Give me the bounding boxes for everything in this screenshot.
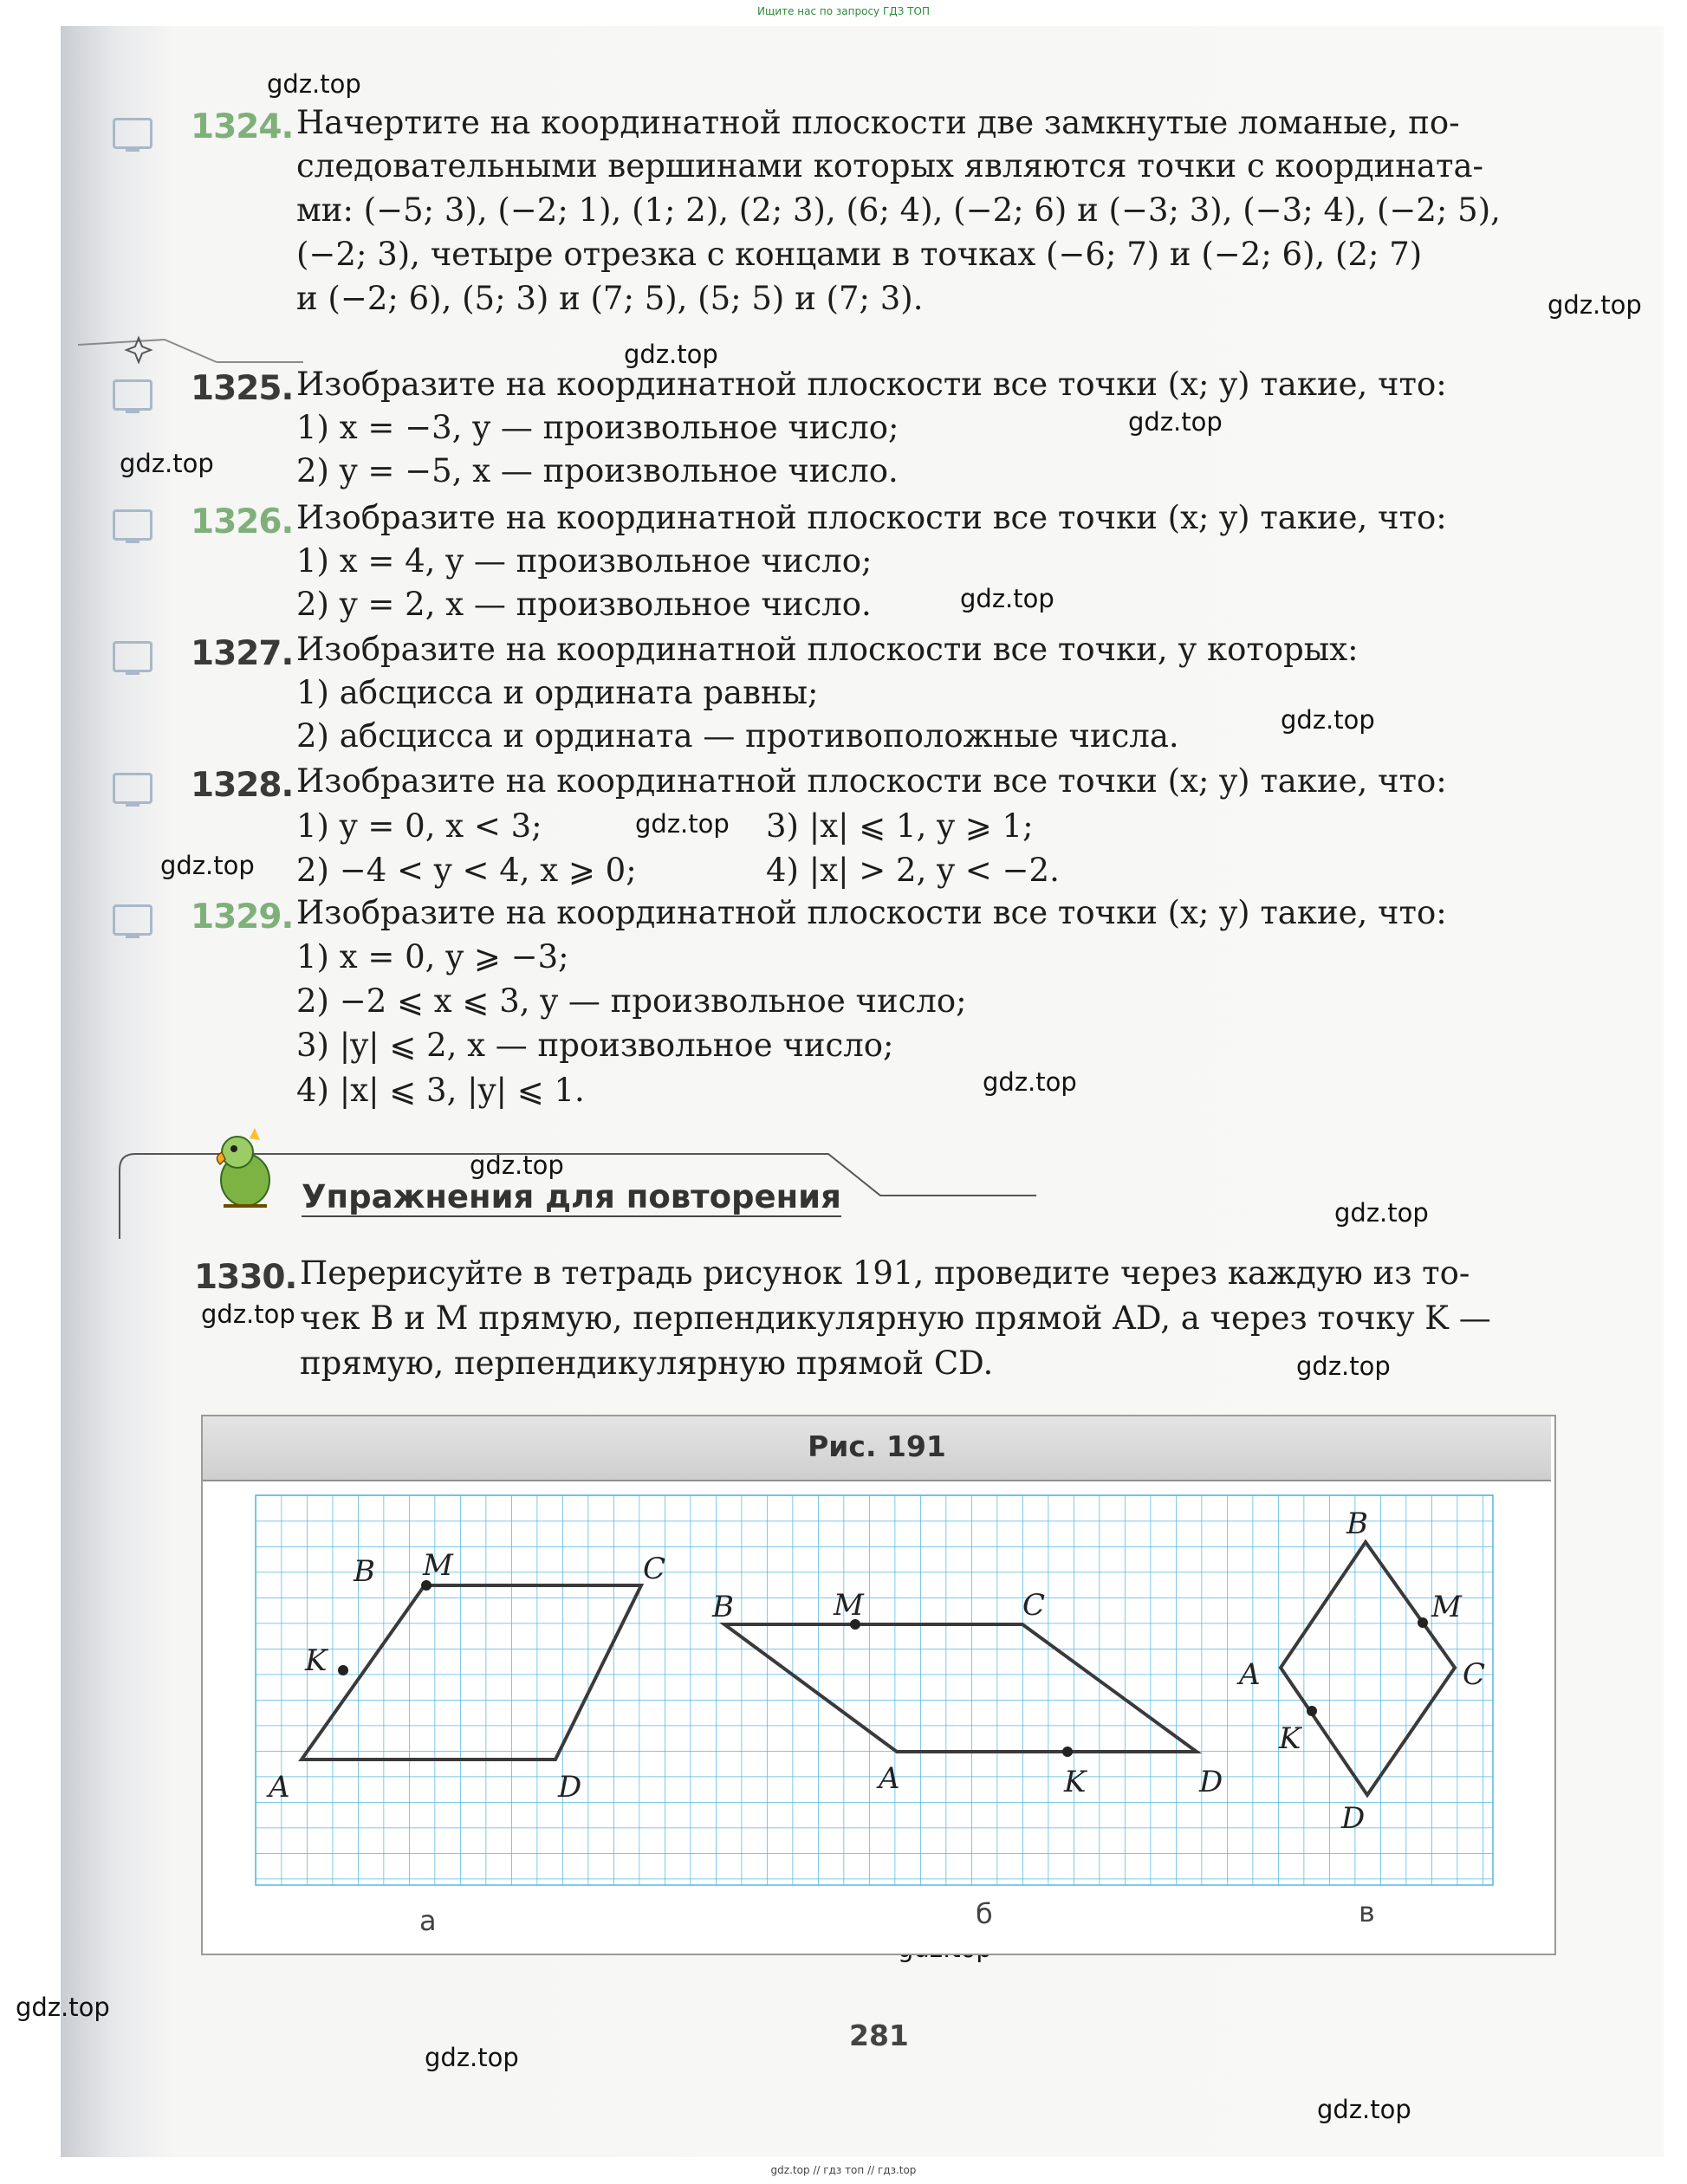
label-a: A	[269, 1770, 290, 1805]
label-c: C	[1022, 1588, 1046, 1623]
exercise-text-line: (−2; 3), четыре отрезка с концами в точках (−6; 7) и (−2; 6), (2; 7)	[296, 236, 1423, 273]
watermark: gdz.top	[635, 809, 730, 839]
point-k	[1307, 1706, 1317, 1716]
watermark: gdz.top	[624, 340, 718, 369]
watermark: gdz.top	[1334, 1198, 1429, 1228]
exercise-text-line: 3) |x| ⩽ 1, y ⩾ 1;	[766, 807, 1034, 845]
watermark: gdz.top	[201, 1299, 295, 1329]
point-m	[1418, 1617, 1428, 1628]
page-number: 281	[849, 2019, 909, 2052]
exercise-text-line: Изобразите на координатной плоскости все точки (x; y) такие, что:	[296, 366, 1447, 403]
watermark: gdz.top	[960, 584, 1054, 613]
watermark: gdz.top	[1296, 1351, 1391, 1381]
label-k: K	[1279, 1721, 1301, 1756]
exercise-number: 1325.	[191, 369, 294, 408]
exercise-number: 1329.	[191, 898, 294, 936]
exercise-text-line: ми: (−5; 3), (−2; 1), (1; 2), (2; 3), (6; 4), (−2; 6) и (−3; 3), (−3; 4), (−2; 5),	[296, 191, 1501, 229]
exercise-number: 1328.	[191, 766, 294, 805]
label-b: B	[354, 1554, 375, 1589]
exercise-number: 1330.	[194, 1258, 297, 1297]
exercise-text-line: прямую, перпендикулярную прямой CD.	[300, 1345, 994, 1382]
watermark: gdz.top	[1128, 407, 1223, 437]
exercise-text-line: и (−2; 6), (5; 3) и (7; 5), (5; 5) и (7; 3).	[296, 280, 924, 317]
label-m: M	[1431, 1590, 1462, 1624]
exercise-text-line: чек B и M прямую, перпендикулярную прямой AD, а через точку K —	[300, 1299, 1491, 1337]
point-k	[1062, 1747, 1073, 1757]
exercise-text-line: 1) абсцисса и ордината равны;	[296, 674, 819, 711]
label-d: D	[558, 1770, 582, 1805]
label-a: A	[879, 1761, 900, 1796]
label-c: C	[643, 1552, 666, 1586]
top-note: Ищите нас по запросу ГДЗ ТОП	[757, 5, 930, 17]
exercise-text-line: Изобразите на координатной плоскости все точки (x; y) такие, что:	[296, 762, 1447, 800]
watermark: gdz.top	[267, 69, 361, 99]
exercise-text-line: 2) −4 < y < 4, x ⩾ 0;	[296, 852, 637, 889]
exercise-text-line: Изобразите на координатной плоскости все точки, у которых:	[296, 631, 1359, 668]
label-m: M	[834, 1588, 864, 1623]
watermark: gdz.top	[983, 1067, 1077, 1097]
exercise-text-line: 4) |x| > 2, y < −2.	[766, 852, 1060, 889]
label-b: B	[712, 1590, 734, 1624]
exercise-text-line: 2) y = −5, x — произвольное число.	[296, 452, 899, 489]
point-k	[338, 1665, 348, 1675]
watermark: gdz.top	[1317, 2095, 1411, 2124]
sublabel-a: а	[419, 1904, 437, 1937]
exercise-text-line: 4) |x| ⩽ 3, |y| ⩽ 1.	[296, 1072, 585, 1109]
exercise-text-line: Начертите на координатной плоскости две замкнутые ломаные, по-	[296, 104, 1460, 141]
label-b: B	[1346, 1507, 1368, 1541]
exercise-text-line: 2) y = 2, x — произвольное число.	[296, 586, 872, 623]
figure-title: Рис. 191	[808, 1429, 946, 1463]
exercise-text-line: 2) −2 ⩽ x ⩽ 3, y — произвольное число;	[296, 982, 967, 1020]
label-a: A	[1239, 1657, 1261, 1692]
sublabel-b: б	[976, 1897, 993, 1930]
exercise-text-line: 1) x = −3, y — произвольное число;	[296, 409, 899, 446]
exercise-text-line: 2) абсцисса и ордината — противоположные числа.	[296, 717, 1179, 755]
watermark: gdz.top	[16, 1993, 110, 2022]
exercise-text-line: 3) |y| ⩽ 2, x — произвольное число;	[296, 1027, 894, 1064]
label-c: C	[1463, 1657, 1486, 1692]
exercise-number: 1327.	[191, 634, 294, 673]
label-d: D	[1341, 1801, 1366, 1836]
exercise-number: 1324.	[191, 107, 294, 146]
exercise-text-line: 1) x = 4, y — произвольное число;	[296, 542, 873, 580]
label-m: M	[423, 1548, 453, 1583]
exercise-text-line: Изобразите на координатной плоскости все точки (x; y) такие, что:	[296, 894, 1447, 931]
exercise-number: 1326.	[191, 502, 294, 541]
label-k: K	[1064, 1765, 1087, 1799]
exercise-text-line: 1) x = 0, y ⩾ −3;	[296, 938, 569, 975]
exercise-text-line: Перерисуйте в тетрадь рисунок 191, проведите через каждую из то-	[300, 1254, 1470, 1292]
label-d: D	[1199, 1765, 1223, 1799]
watermark: gdz.top	[120, 449, 214, 478]
sublabel-c: в	[1359, 1896, 1375, 1928]
watermark: gdz.top	[470, 1150, 564, 1180]
watermark: gdz.top	[1281, 705, 1375, 735]
section-title: Упражнения для повторения	[302, 1178, 841, 1215]
watermark: gdz.top	[425, 2043, 519, 2072]
watermark: gdz.top	[160, 851, 255, 880]
bottom-note: gdz.top // гдз топ // гдз.top	[770, 2164, 917, 2176]
label-k: K	[305, 1643, 328, 1678]
exercise-text-line: 1) y = 0, x < 3;	[296, 807, 542, 845]
watermark: gdz.top	[1547, 290, 1642, 320]
exercise-text-line: следовательными вершинами которых являются точки с координата-	[296, 147, 1484, 185]
exercise-text-line: Изобразите на координатной плоскости все точки (x; y) такие, что:	[296, 499, 1447, 536]
